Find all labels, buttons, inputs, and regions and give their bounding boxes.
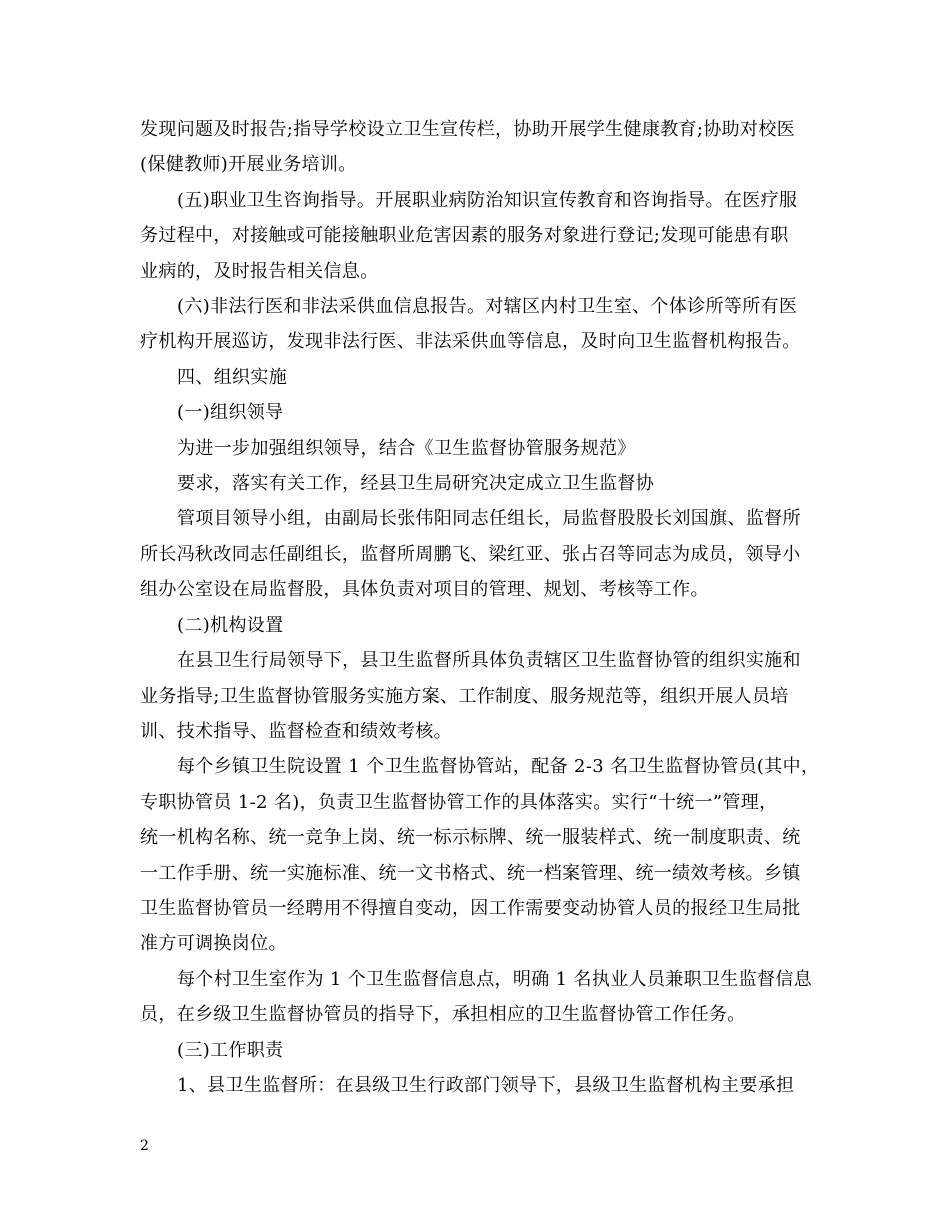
- text-line: 专职协管员 1-2 名)，负责卫生监督协管工作的具体落实。实行“十统一”管理，: [140, 791, 778, 813]
- text-line: 每个乡镇卫生院设置 1 个卫生监督协管站，配备 2-3 名卫生监督协管员(其中，: [177, 756, 820, 778]
- text-line: 1、县卫生监督所：在县级卫生行政部门领导下，县级卫生监督机构主要承担: [177, 1074, 795, 1096]
- text-line: 训、技术指导、监督检查和绩效考核。: [140, 720, 452, 742]
- text-line: 疗机构开展巡访，发现非法行医、非法采供血等信息，及时向卫生监督机构报告。: [140, 331, 801, 353]
- page-number: 2: [140, 1138, 149, 1154]
- text-line: 组办公室设在局监督股，具体负责对项目的管理、规划、考核等工作。: [140, 579, 709, 601]
- text-line: 准方可调换岗位。: [140, 933, 287, 955]
- text-line: 发现问题及时报告;指导学校设立卫生宣传栏，协助开展学生健康教育;协助对校医: [140, 119, 796, 140]
- text-line: 在县卫生行局领导下，县卫生监督所具体负责辖区卫生监督协管的组织实施和: [177, 650, 801, 672]
- text-line: 为进一步加强组织领导，结合《卫生监督协管服务规范》: [177, 437, 636, 459]
- text-line: 员，在乡级卫生监督协管员的指导下，承担相应的卫生监督协管工作任务。: [140, 1004, 746, 1026]
- text-line: 要求，落实有关工作，经县卫生局研究决定成立卫生监督协: [177, 473, 655, 495]
- text-line: 统一机构名称、统一竞争上岗、统一标示标牌、统一服装样式、统一制度职责、统: [140, 827, 801, 849]
- text-line: 一工作手册、统一实施标准、统一文书格式、统一档案管理、统一绩效考核。乡镇: [140, 862, 801, 884]
- text-line: (六)非法行医和非法采供血信息报告。对辖区内村卫生室、个体诊所等所有医: [177, 296, 798, 318]
- text-line: 管项目领导小组，由副局长张伟阳同志任组长，局监督股股长刘国旗、监督所: [177, 508, 801, 530]
- text-line: (五)职业卫生咨询指导。开展职业病防治知识宣传教育和咨询指导。在医疗服: [177, 189, 798, 211]
- text-line: 务过程中，对接触或可能接触职业危害因素的服务对象进行登记;发现可能患有职: [140, 225, 789, 247]
- document-body: [140, 112, 820, 1103]
- text-line: 业病的，及时报告相关信息。: [140, 260, 379, 282]
- text-line: (保健教师)开展业务培训。: [140, 154, 357, 176]
- text-line: 卫生监督协管员一经聘用不得擅自变动，因工作需要变动协管人员的报经卫生局批: [140, 897, 801, 919]
- text-line: 每个村卫生室作为 1 个卫生监督信息点，明确 1 名执业人员兼职卫生监督信息: [177, 968, 813, 990]
- text-line: 四、组织实施: [177, 366, 288, 388]
- text-line: 业务指导;卫生监督协管服务实施方案、工作制度、服务规范等，组织开展人员培: [140, 685, 789, 707]
- text-line: 所长冯秋改同志任副组长，监督所周鹏飞、梁红亚、张占召等同志为成员，领导小: [140, 543, 801, 565]
- text-line: (二)机构设置: [177, 614, 284, 636]
- text-line: (三)工作职责: [177, 1039, 284, 1061]
- text-line: (一)组织领导: [177, 402, 284, 424]
